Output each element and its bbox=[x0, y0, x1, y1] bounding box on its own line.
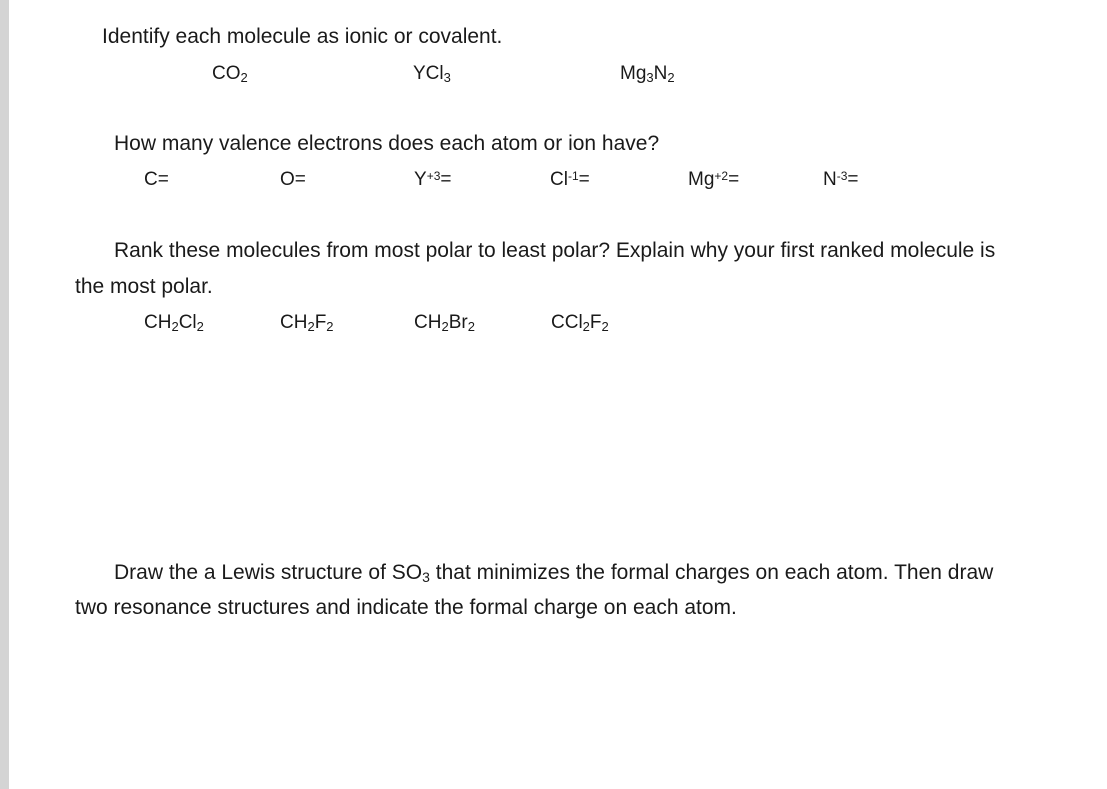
valence-item-y3: $Y^{+3}=$ bbox=[414, 169, 452, 190]
valence-item-mg2: $Mg^{+2}=$ bbox=[688, 169, 740, 190]
question-4-prompt-line2: two resonance structures and indicate the formal charge on each atom. bbox=[75, 596, 737, 619]
molecule-ycl3: YCl$_3$ bbox=[413, 63, 451, 85]
molecule-ch2br2: $CH_2Br_2$ bbox=[414, 312, 475, 334]
molecule-ccl2f2: $CCl_2F_2$ bbox=[551, 312, 609, 334]
question-4-prompt-line1: Draw the a Lewis structure of $SO_3$ that minimizes the formal charges on each atom. Then draw bbox=[114, 561, 994, 585]
question-2-prompt: How many valence electrons does each atom or ion have? bbox=[114, 132, 660, 155]
molecule-co2: $CO_2$ bbox=[212, 63, 248, 85]
valence-item-n-3: $N^{-3}=$ bbox=[823, 169, 859, 190]
question-1-prompt: Identify each molecule as ionic or covalent. bbox=[102, 25, 503, 48]
valence-item-o: O= bbox=[280, 169, 306, 190]
page-left-border bbox=[0, 0, 9, 789]
valence-item-cl-1: $Cl^{-1}=$ bbox=[550, 169, 590, 190]
molecule-mg3n2: $Mg_3N_2$ bbox=[620, 63, 675, 85]
question-3-prompt-line1: Rank these molecules from most polar to least polar? Explain why your first ranked molecule is bbox=[114, 239, 996, 262]
question-3-prompt-line2: the most polar. bbox=[75, 275, 213, 298]
molecule-ch2cl2: $CH_2Cl_2$ bbox=[144, 312, 204, 334]
valence-item-c: C= bbox=[144, 169, 169, 190]
molecule-ch2f2: $CH_2F_2$ bbox=[280, 312, 334, 334]
